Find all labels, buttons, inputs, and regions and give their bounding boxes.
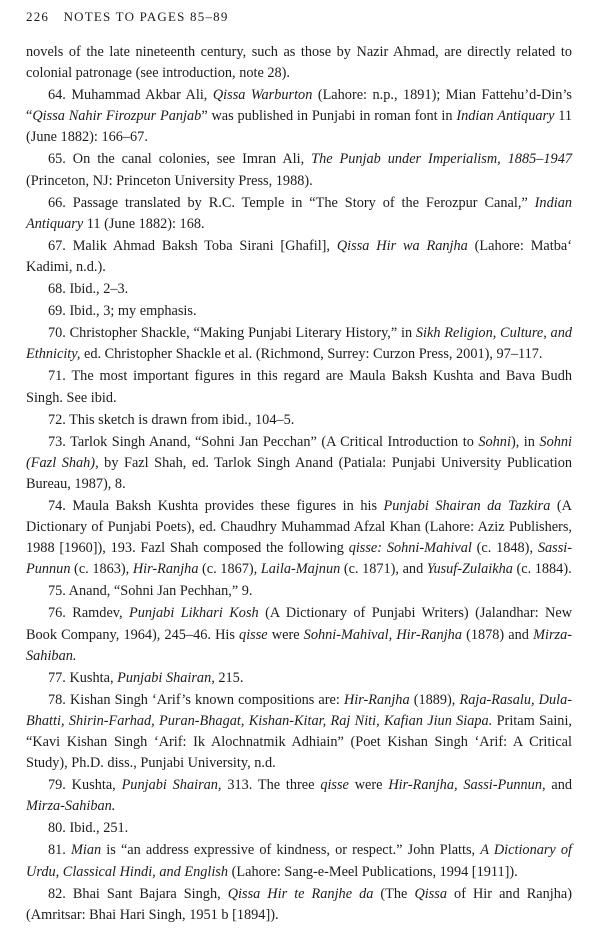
note-text: (1878) and <box>461 626 534 643</box>
italic-text: A Dictionary of Urdu, Classical Hindi, and English <box>26 842 573 880</box>
italic-text: Mirza-Sahiban. <box>26 626 572 664</box>
note-text: (A Dictionary of Punjabi Poets), ed. Chaudhry Muhammad Afzal Khan (Lahore: Aziz Publishers, 1988 [1960]), 193. Fazl Shah composed the following <box>26 497 572 557</box>
note-text: 72. This sketch is drawn from ibid., 104–5. <box>48 411 295 428</box>
note-text: 79. Kushta, <box>48 777 122 794</box>
italic-text: Mian <box>71 842 102 859</box>
endnote <box>26 668 572 689</box>
note-text: ” was published in Punjabi in roman font in <box>201 108 457 125</box>
italic-text: Qissa Hir wa Ranjha <box>336 237 468 254</box>
endnote <box>26 884 572 926</box>
italic-text: The Punjab under Imperialism, 1885–1947 <box>311 151 572 168</box>
note-text: (c. 1867), <box>198 561 261 578</box>
endnote <box>26 432 572 495</box>
note-text: (Lahore: Matba‘ Kadimi, n.d.). <box>26 237 572 275</box>
note-text: 215. <box>214 669 244 686</box>
note-text: (Lahore: Sang-e-Meel Publications, 1994 [1911]). <box>228 863 518 880</box>
italic-text: Yusuf-Zulaikha <box>426 561 513 578</box>
endnote <box>26 85 572 148</box>
page-number: 226 <box>26 9 50 24</box>
note-text: of Hir and Ranjha) (Amritsar: Bhai Hari Singh, 1951 b [1894]). <box>26 885 573 923</box>
endnotes-list <box>26 42 572 926</box>
italic-text: qisse <box>320 777 349 794</box>
endnote <box>26 496 572 580</box>
endnote <box>26 301 572 322</box>
italic-text: Sohni <box>478 433 511 450</box>
italic-text: Qissa Hir te Ranjhe da <box>227 885 374 902</box>
note-text: (1889), <box>409 691 460 708</box>
italic-text: Mirza-Sahiban. <box>26 798 116 815</box>
italic-text: Qissa Nahir Firozpur Panjab <box>32 108 202 125</box>
note-text: and <box>545 777 573 794</box>
note-text: 81. <box>48 842 71 859</box>
endnote <box>26 603 572 666</box>
note-text: (A Dictionary of Punjabi Writers) (Jalandhar: New Book Company, 1964), 245–46. His <box>26 605 573 643</box>
note-text: (c. 1871), and <box>340 561 427 578</box>
running-title: NOTES TO PAGES 85–89 <box>63 9 229 24</box>
italic-text: Punjabi Likhari Kosh <box>129 605 259 622</box>
note-text: by Fazl Shah, ed. Tarlok Singh Anand (Patiala: Punjabi University Publication Bureau, 1987), 8. <box>26 454 572 492</box>
italic-text: qisse: Sohni-Mahival <box>348 540 472 557</box>
note-text: 74. Maula Baksh Kushta provides these figures in his <box>48 497 384 514</box>
italic-text: Hir-Ranjha, Sassi-Punnun, <box>388 777 546 794</box>
endnote <box>26 410 572 431</box>
note-text: (c. 1863), <box>70 561 133 578</box>
italic-text: Indian Antiquary <box>26 194 572 232</box>
note-text: 73. Tarlok Singh Anand, “Sohni Jan Pecchan” (A Critical Introduction to <box>48 433 479 450</box>
endnote <box>26 840 572 882</box>
endnote <box>26 279 572 300</box>
note-text: 78. Kishan Singh ‘Arif’s known compositions are: <box>48 691 344 708</box>
italic-text: Qissa <box>414 885 448 902</box>
italic-text: Raja-Rasalu, Dula-Bhatti, Shirin-Farhad, Puran-Bhagat, Kishan-Kitar, Raj Niti, Kafian Jiun Siapa. <box>26 691 573 729</box>
note-text: (Lahore: n.p., 1891); Mian Fattehu’d-Din’s “ <box>26 87 572 125</box>
endnote <box>26 42 572 84</box>
note-text: 11 (June 1882): 168. <box>83 215 205 232</box>
note-text: 66. Passage translated by R.C. Temple in “The Story of the Ferozpur Canal,” <box>48 194 535 211</box>
note-text: (c. 1884). <box>512 561 572 578</box>
italic-text: Punjabi Shairan, <box>121 777 222 794</box>
italic-text: Hir-Ranjha <box>132 561 199 578</box>
note-text: (c. 1848), <box>471 540 538 557</box>
note-text: is “an address expressive of kindness, or respect.” John Platts, <box>101 842 481 859</box>
endnote <box>26 818 572 839</box>
note-text: 76. Ramdev, <box>48 605 130 622</box>
note-text: Pritam Saini, “Kavi Kishan Singh ‘Arif: Ik Alochnatmik Adhiain” (Poet Kishan Singh ‘Arif: A Critical Study), Ph.D. diss., Punjabi University, n.d. <box>26 712 572 772</box>
note-text: (The <box>373 885 415 902</box>
note-text: 64. Muhammad Akbar Ali, <box>48 87 213 104</box>
note-text: 71. The most important figures in this regard are Maula Baksh Kushta and Bava Budh Singh. See ibid. <box>26 368 572 406</box>
italic-text: Sassi-Punnun <box>26 540 572 578</box>
endnote <box>26 236 572 278</box>
endnote <box>26 193 572 235</box>
endnote <box>26 366 572 408</box>
note-text: 67. Malik Ahmad Baksh Toba Sirani [Ghafil], <box>48 237 337 254</box>
italic-text: Qissa Warburton <box>212 87 313 104</box>
note-text: ed. Christopher Shackle et al. (Richmond, Surrey: Curzon Press, 2001), 97–117. <box>80 346 543 363</box>
italic-text: Punjabi Shairan da Tazkira <box>383 497 551 514</box>
italic-text: Hir-Ranjha <box>343 691 410 708</box>
italic-text: Laila-Majnun <box>260 561 341 578</box>
note-text: 68. Ibid., 2–3. <box>48 281 129 298</box>
italic-text: qisse <box>239 626 268 643</box>
italic-text: Punjabi Shairan, <box>117 669 215 686</box>
note-text: 75. Anand, “Sohni Jan Pechhan,” 9. <box>48 583 253 600</box>
endnote <box>26 323 572 365</box>
running-header <box>26 6 572 28</box>
note-text: were <box>267 626 304 643</box>
italic-text: Sohni-Mahival, Hir-Ranjha <box>303 626 462 643</box>
note-text: 80. Ibid., 251. <box>48 820 129 837</box>
note-text: 77. Kushta, <box>48 669 118 686</box>
note-text: 313. The three <box>221 777 321 794</box>
note-text: ), in <box>510 433 540 450</box>
note-text: 82. Bhai Sant Bajara Singh, <box>48 885 228 902</box>
italic-text: Sikh Religion, Culture, and Ethnicity, <box>26 325 572 363</box>
endnote <box>26 775 572 817</box>
note-text: 70. Christopher Shackle, “Making Punjabi Literary History,” in <box>48 325 416 342</box>
endnote <box>26 690 572 774</box>
note-text: 65. On the canal colonies, see Imran Ali, <box>48 151 312 168</box>
note-text: novels of the late nineteenth century, such as those by Nazir Ahmad, are directly related to colonial patronage (see introduction, note 28). <box>26 44 572 82</box>
endnote <box>26 581 572 602</box>
italic-text: Sohni (Fazl Shah), <box>26 433 572 471</box>
endnote <box>26 149 572 191</box>
note-text: (Princeton, NJ: Princeton University Press, 1988). <box>26 172 313 189</box>
note-text: 69. Ibid., 3; my emphasis. <box>48 303 197 320</box>
note-text: were <box>348 777 389 794</box>
italic-text: Indian Antiquary <box>456 108 555 125</box>
note-text: 11 (June 1882): 166–67. <box>26 108 572 146</box>
